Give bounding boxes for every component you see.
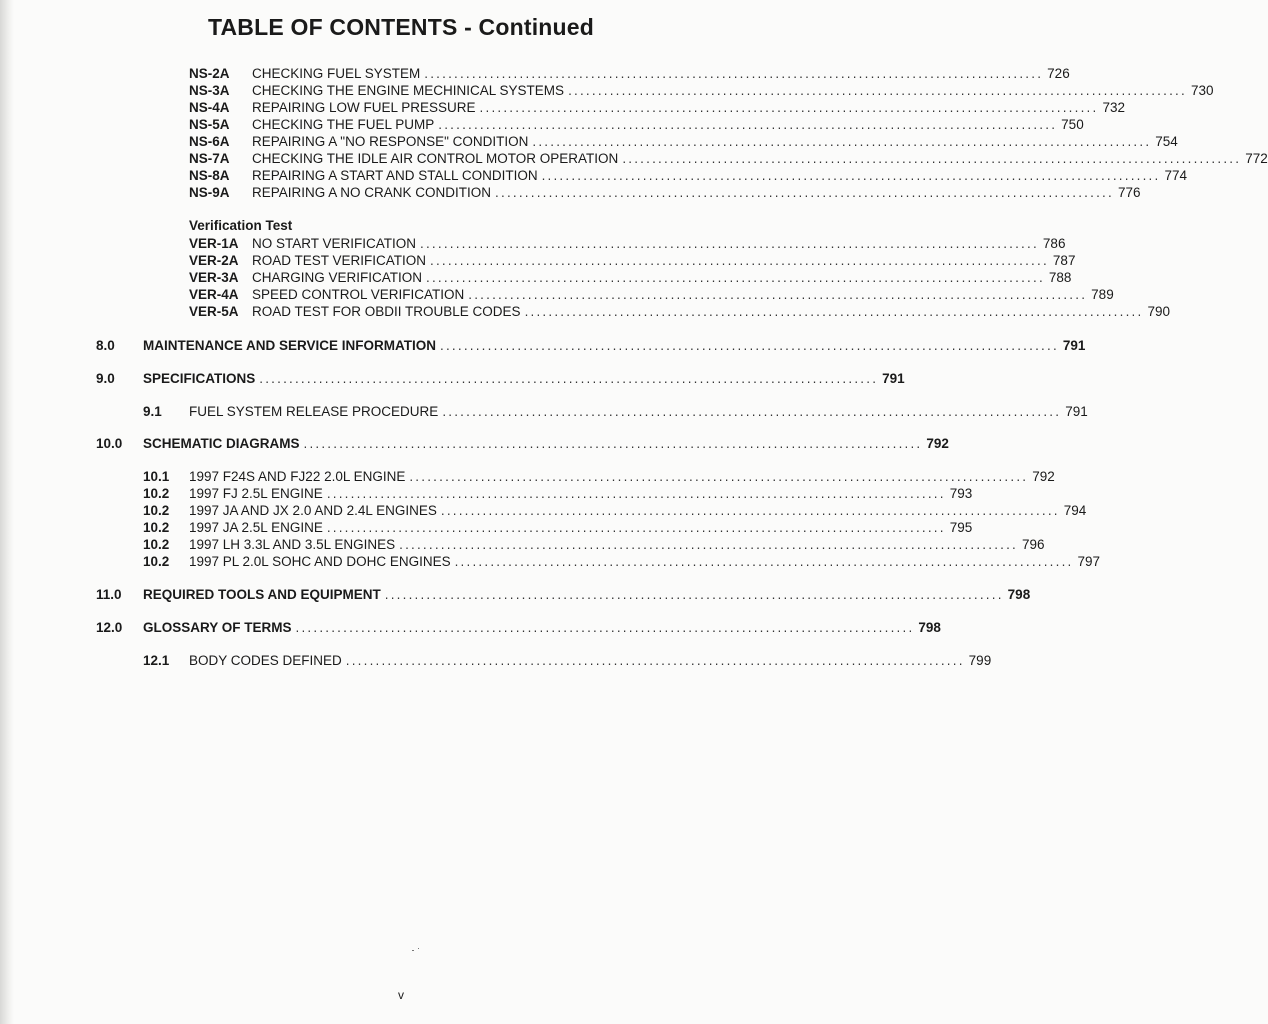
page-edge-shadow bbox=[0, 0, 14, 1024]
toc-number: 8.0 bbox=[96, 338, 115, 353]
toc-code: NS-5A bbox=[189, 117, 230, 132]
toc-page: 792 bbox=[926, 436, 949, 451]
leader-dots: ........................................................................................................ bbox=[479, 100, 1099, 115]
toc-label: REQUIRED TOOLS AND EQUIPMENT bbox=[143, 587, 381, 602]
toc-number: 10.2 bbox=[143, 554, 170, 569]
toc-label: 1997 JA 2.5L ENGINE bbox=[189, 520, 323, 535]
toc-label: CHARGING VERIFICATION bbox=[252, 270, 423, 285]
toc-label: 1997 FJ 2.5L ENGINE bbox=[189, 486, 323, 501]
leader-dots: ........................................................................................................ bbox=[303, 436, 923, 451]
toc-label: BODY CODES DEFINED bbox=[189, 653, 342, 668]
toc-label: REPAIRING LOW FUEL PRESSURE bbox=[252, 100, 476, 115]
toc-page: 799 bbox=[968, 653, 992, 668]
toc-page: 750 bbox=[1061, 117, 1084, 132]
page-title: TABLE OF CONTENTS - Continued bbox=[207, 14, 595, 40]
leader-dots: ........................................................................................................ bbox=[524, 304, 1144, 319]
toc-label: CHECKING THE FUEL PUMP bbox=[252, 117, 435, 132]
toc-row-section-10-2e[interactable] bbox=[143, 553, 1101, 570]
toc-row-ns-5a[interactable] bbox=[189, 116, 1084, 133]
toc-label: 1997 LH 3.3L AND 3.5L ENGINES bbox=[189, 537, 396, 552]
toc-code: NS-3A bbox=[189, 83, 230, 98]
toc-page: 732 bbox=[1102, 100, 1125, 115]
toc-code: VER-2A bbox=[189, 253, 239, 268]
toc-label: CHECKING THE ENGINE MECHINICAL SYSTEMS bbox=[252, 83, 565, 98]
page-number: v bbox=[398, 988, 404, 1002]
toc-page: 730 bbox=[1190, 83, 1214, 98]
toc-code: VER-1A bbox=[189, 236, 239, 251]
toc-row-ns-9a[interactable] bbox=[189, 184, 1141, 201]
toc-label: 1997 F24S AND FJ22 2.0L ENGINE bbox=[189, 469, 406, 484]
leader-dots: ........................................................................................................ bbox=[568, 83, 1187, 98]
leader-dots: ........................................................................................................ bbox=[424, 66, 1044, 81]
toc-code: NS-4A bbox=[189, 100, 230, 115]
toc-page: 795 bbox=[949, 520, 973, 535]
leader-dots: ........................................................................................................ bbox=[384, 587, 1004, 602]
toc-page: 786 bbox=[1042, 236, 1066, 251]
toc-row-section-11-0[interactable] bbox=[96, 586, 1031, 603]
toc-page: 772 bbox=[1245, 151, 1268, 166]
verification-heading: Verification Test bbox=[189, 218, 293, 233]
toc-page: 794 bbox=[1063, 503, 1087, 518]
toc-number: 10.2 bbox=[143, 537, 170, 552]
leader-dots: ........................................................................................................ bbox=[259, 371, 879, 386]
toc-row-ns-8a[interactable] bbox=[189, 167, 1187, 184]
toc-page: 789 bbox=[1091, 287, 1114, 302]
toc-page: 754 bbox=[1155, 134, 1178, 149]
toc-code: NS-6A bbox=[189, 134, 230, 149]
toc-page: 776 bbox=[1117, 185, 1141, 200]
scan-speck bbox=[418, 948, 419, 949]
toc-row-section-10-2d[interactable] bbox=[143, 536, 1045, 553]
toc-number: 11.0 bbox=[96, 587, 122, 602]
toc-label: SCHEMATIC DIAGRAMS bbox=[143, 436, 300, 451]
toc-row-section-10-0[interactable] bbox=[96, 435, 949, 452]
toc-row-section-12-0[interactable] bbox=[96, 619, 941, 636]
toc-code: VER-3A bbox=[189, 270, 239, 285]
leader-dots: ........................................................................................................ bbox=[622, 151, 1242, 166]
toc-row-section-9-1[interactable] bbox=[143, 403, 1088, 420]
leader-dots: ........................................................................................................ bbox=[409, 469, 1029, 484]
toc-row-section-9-0[interactable] bbox=[96, 370, 905, 387]
toc-page: 792 bbox=[1032, 469, 1055, 484]
toc-number: 9.1 bbox=[143, 404, 162, 419]
toc-code: NS-9A bbox=[189, 185, 230, 200]
leader-dots: ........................................................................................................ bbox=[430, 253, 1049, 268]
leader-dots: ........................................................................................................ bbox=[326, 520, 946, 535]
toc-number: 10.2 bbox=[143, 503, 170, 518]
toc-label: FUEL SYSTEM RELEASE PROCEDURE bbox=[189, 404, 439, 419]
toc-page: 796 bbox=[1022, 537, 1045, 552]
leader-dots: ........................................................................................................ bbox=[532, 134, 1152, 149]
toc-code: VER-5A bbox=[189, 304, 239, 319]
toc-code: NS-2A bbox=[189, 66, 230, 81]
toc-row-ns-2a[interactable] bbox=[189, 65, 1070, 82]
toc-number: 9.0 bbox=[96, 371, 115, 386]
leader-dots: ........................................................................................................ bbox=[440, 503, 1060, 518]
toc-row-section-10-2b[interactable] bbox=[143, 502, 1087, 519]
toc-label: NO START VERIFICATION bbox=[252, 236, 417, 251]
toc-label: SPECIFICATIONS bbox=[143, 371, 256, 386]
toc-page: 774 bbox=[1164, 168, 1187, 183]
toc-page: 793 bbox=[949, 486, 973, 501]
toc-label: GLOSSARY OF TERMS bbox=[143, 620, 292, 635]
toc-page: 797 bbox=[1077, 554, 1101, 569]
toc-row-section-10-2c[interactable] bbox=[143, 519, 973, 536]
toc-page: 790 bbox=[1147, 304, 1170, 319]
toc-number: 10.1 bbox=[143, 469, 170, 484]
toc-label: CHECKING FUEL SYSTEM bbox=[252, 66, 421, 81]
toc-page: 791 bbox=[1062, 338, 1086, 353]
toc-row-ver-5a[interactable] bbox=[189, 303, 1170, 320]
toc-page: 788 bbox=[1048, 270, 1072, 285]
toc-page: 791 bbox=[882, 371, 905, 386]
toc-label: REPAIRING A NO CRANK CONDITION bbox=[252, 185, 492, 200]
toc-row-ns-6a[interactable] bbox=[189, 133, 1178, 150]
toc-page: 787 bbox=[1052, 253, 1076, 268]
toc-page: 726 bbox=[1047, 66, 1070, 81]
leader-dots: ........................................................................................................ bbox=[345, 653, 965, 668]
toc-label: ROAD TEST VERIFICATION bbox=[252, 253, 427, 268]
leader-dots: ........................................................................................................ bbox=[468, 287, 1088, 302]
toc-row-ver-1a[interactable] bbox=[189, 235, 1066, 252]
toc-number: 12.1 bbox=[143, 653, 170, 668]
leader-dots: ........................................................................................................ bbox=[420, 236, 1039, 251]
toc-number: 10.2 bbox=[143, 520, 170, 535]
leader-dots: ........................................................................................................ bbox=[295, 620, 915, 635]
leader-dots: ........................................................................................................ bbox=[426, 270, 1045, 285]
toc-code: NS-8A bbox=[189, 168, 230, 183]
leader-dots: ........................................................................................................ bbox=[495, 185, 1114, 200]
toc-row-section-8-0[interactable] bbox=[96, 337, 1086, 354]
leader-dots: ........................................................................................................ bbox=[440, 338, 1059, 353]
toc-number: 10.2 bbox=[143, 486, 170, 501]
toc-row-ver-4a[interactable] bbox=[189, 286, 1114, 303]
leader-dots: ........................................................................................................ bbox=[438, 117, 1058, 132]
toc-label: 1997 JA AND JX 2.0 AND 2.4L ENGINES bbox=[189, 503, 437, 518]
toc-label: MAINTENANCE AND SERVICE INFORMATION bbox=[143, 338, 437, 353]
leader-dots: ........................................................................................................ bbox=[326, 486, 946, 501]
leader-dots: ........................................................................................................ bbox=[454, 554, 1074, 569]
toc-code: NS-7A bbox=[189, 151, 230, 166]
toc-label: REPAIRING A START AND STALL CONDITION bbox=[252, 168, 538, 183]
toc-page: 798 bbox=[918, 620, 941, 635]
toc-label: ROAD TEST FOR OBDII TROUBLE CODES bbox=[252, 304, 521, 319]
leader-dots: ........................................................................................................ bbox=[399, 537, 1019, 552]
toc-row-ns-7a[interactable] bbox=[189, 150, 1268, 167]
toc-row-ns-4a[interactable] bbox=[189, 99, 1125, 116]
toc-code: VER-4A bbox=[189, 287, 239, 302]
leader-dots: ........................................................................................................ bbox=[442, 404, 1062, 419]
toc-label: CHECKING THE IDLE AIR CONTROL MOTOR OPERATION bbox=[252, 151, 619, 166]
toc-row-ns-3a[interactable] bbox=[189, 82, 1214, 99]
toc-row-section-10-2a[interactable] bbox=[143, 485, 973, 502]
toc-row-ver-3a[interactable] bbox=[189, 269, 1072, 286]
toc-row-section-10-1[interactable] bbox=[143, 468, 1055, 485]
toc-row-section-12-1[interactable] bbox=[143, 652, 992, 669]
toc-number: 10.0 bbox=[96, 436, 123, 451]
toc-page: 791 bbox=[1065, 404, 1088, 419]
leader-dots: ........................................................................................................ bbox=[541, 168, 1161, 183]
toc-label: REPAIRING A "NO RESPONSE" CONDITION bbox=[252, 134, 529, 149]
toc-page: 798 bbox=[1007, 587, 1031, 602]
toc-row-ver-2a[interactable] bbox=[189, 252, 1076, 269]
scan-speck bbox=[412, 950, 414, 951]
toc-label: SPEED CONTROL VERIFICATION bbox=[252, 287, 465, 302]
toc-number: 12.0 bbox=[96, 620, 123, 635]
toc-label: 1997 PL 2.0L SOHC AND DOHC ENGINES bbox=[189, 554, 451, 569]
